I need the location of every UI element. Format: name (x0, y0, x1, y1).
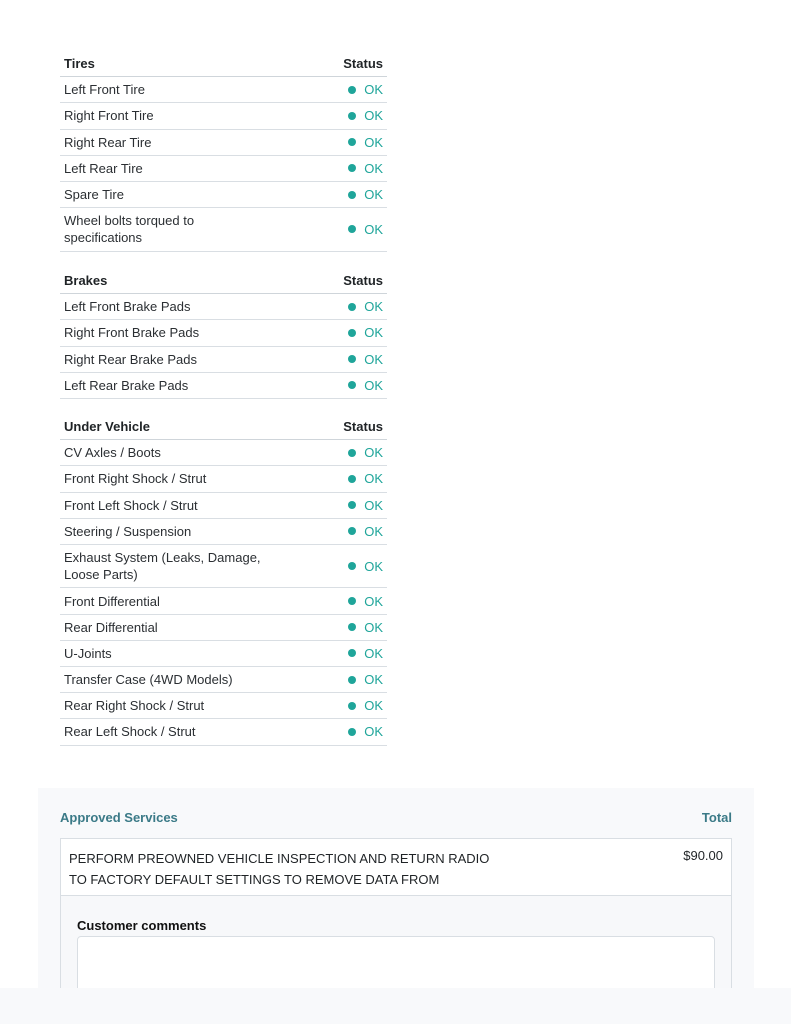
item-name: Left Front Tire (64, 82, 145, 98)
status-dot-icon (348, 449, 356, 457)
table-row (60, 130, 387, 156)
status-badge: OK (348, 672, 383, 687)
status-column-header: Status (343, 56, 383, 72)
status-dot-icon (348, 649, 356, 657)
table-row (60, 77, 387, 103)
section-title: Brakes (64, 273, 108, 289)
tires-table (60, 51, 387, 252)
status-badge: OK (348, 161, 383, 176)
customer-comments-label: Customer comments (77, 918, 207, 933)
table-header (60, 414, 387, 440)
item-name: Left Rear Tire (64, 160, 143, 176)
status-badge: OK (348, 594, 383, 609)
table-row (60, 493, 387, 519)
brakes-table (60, 268, 387, 399)
table-row (60, 519, 387, 545)
item-name: Transfer Case (4WD Models) (64, 672, 233, 688)
status-dot-icon (348, 355, 356, 363)
status-badge: OK (348, 524, 383, 539)
status-badge: OK (348, 325, 383, 340)
status-badge: OK (348, 498, 383, 513)
status-dot-icon (348, 138, 356, 146)
status-badge: OK (348, 135, 383, 150)
item-name: Left Rear Brake Pads (64, 377, 189, 393)
table-row (60, 615, 387, 641)
customer-comments-input[interactable] (77, 936, 715, 996)
status-dot-icon (348, 501, 356, 509)
table-row (60, 545, 387, 589)
status-badge: OK (348, 299, 383, 314)
service-line-item (60, 838, 732, 896)
status-dot-icon (348, 86, 356, 94)
table-row (60, 156, 387, 182)
under-vehicle-table (60, 414, 387, 746)
status-badge: OK (348, 620, 383, 635)
item-name: Right Rear Tire (64, 134, 152, 150)
item-name: Front Differential (64, 593, 160, 609)
item-name: Steering / Suspension (64, 523, 192, 539)
status-badge: OK (348, 559, 383, 574)
item-name: Wheel bolts torqued to specifications (64, 213, 195, 246)
status-badge: OK (348, 646, 383, 661)
status-dot-icon (348, 381, 356, 389)
status-dot-icon (348, 728, 356, 736)
service-description: PERFORM PREOWNED VEHICLE INSPECTION AND RETURN RADIO TO FACTORY DEFAULT SETTINGS TO REMOVE DATA FROM (69, 851, 490, 887)
services-title: Approved Services (60, 810, 178, 825)
services-total-header: Total (701, 810, 732, 825)
status-column-header: Status (343, 273, 383, 289)
table-row (60, 641, 387, 667)
table-row (60, 347, 387, 373)
item-name: Rear Left Shock / Strut (64, 724, 196, 740)
table-row (60, 182, 387, 208)
item-name: Right Front Brake Pads (64, 325, 200, 341)
item-name: U-Joints (64, 645, 112, 661)
approved-services-panel (38, 788, 754, 988)
page-bottom-margin (0, 988, 791, 1024)
customer-comments-section (60, 896, 732, 996)
table-row (60, 294, 387, 320)
section-title: Tires (64, 56, 95, 72)
section-title: Under Vehicle (64, 419, 150, 435)
status-badge: OK (348, 698, 383, 713)
item-name: Exhaust System (Leaks, Damage, Loose Parts) (64, 550, 261, 583)
status-dot-icon (348, 676, 356, 684)
service-price: $90.00 (683, 848, 723, 863)
status-badge: OK (348, 378, 383, 393)
item-name: Right Rear Brake Pads (64, 351, 197, 367)
status-badge: OK (348, 108, 383, 123)
table-row (60, 103, 387, 129)
status-dot-icon (348, 475, 356, 483)
item-name: Right Front Tire (64, 108, 154, 124)
services-header (60, 810, 732, 825)
status-dot-icon (348, 164, 356, 172)
table-row (60, 693, 387, 719)
table-row (60, 719, 387, 745)
status-badge: OK (348, 724, 383, 739)
table-row (60, 440, 387, 466)
table-row (60, 320, 387, 346)
status-badge: OK (348, 445, 383, 460)
status-badge: OK (348, 352, 383, 367)
table-row (60, 373, 387, 399)
status-dot-icon (348, 623, 356, 631)
status-column-header: Status (343, 419, 383, 435)
table-row (60, 588, 387, 614)
status-dot-icon (348, 191, 356, 199)
status-badge: OK (348, 82, 383, 97)
status-dot-icon (348, 225, 356, 233)
table-header (60, 268, 387, 294)
item-name: Rear Right Shock / Strut (64, 698, 205, 714)
item-name: Left Front Brake Pads (64, 299, 191, 315)
table-header (60, 51, 387, 77)
item-name: Front Right Shock / Strut (64, 471, 207, 487)
status-dot-icon (348, 562, 356, 570)
table-row (60, 667, 387, 693)
status-badge: OK (348, 471, 383, 486)
status-dot-icon (348, 702, 356, 710)
status-dot-icon (348, 303, 356, 311)
item-name: Rear Differential (64, 619, 158, 635)
item-name: CV Axles / Boots (64, 445, 161, 461)
table-row (60, 466, 387, 492)
status-dot-icon (348, 329, 356, 337)
item-name: Front Left Shock / Strut (64, 497, 198, 513)
item-name: Spare Tire (64, 187, 124, 203)
table-row (60, 208, 387, 252)
status-badge: OK (348, 222, 383, 237)
status-dot-icon (348, 527, 356, 535)
status-dot-icon (348, 597, 356, 605)
status-badge: OK (348, 187, 383, 202)
status-dot-icon (348, 112, 356, 120)
